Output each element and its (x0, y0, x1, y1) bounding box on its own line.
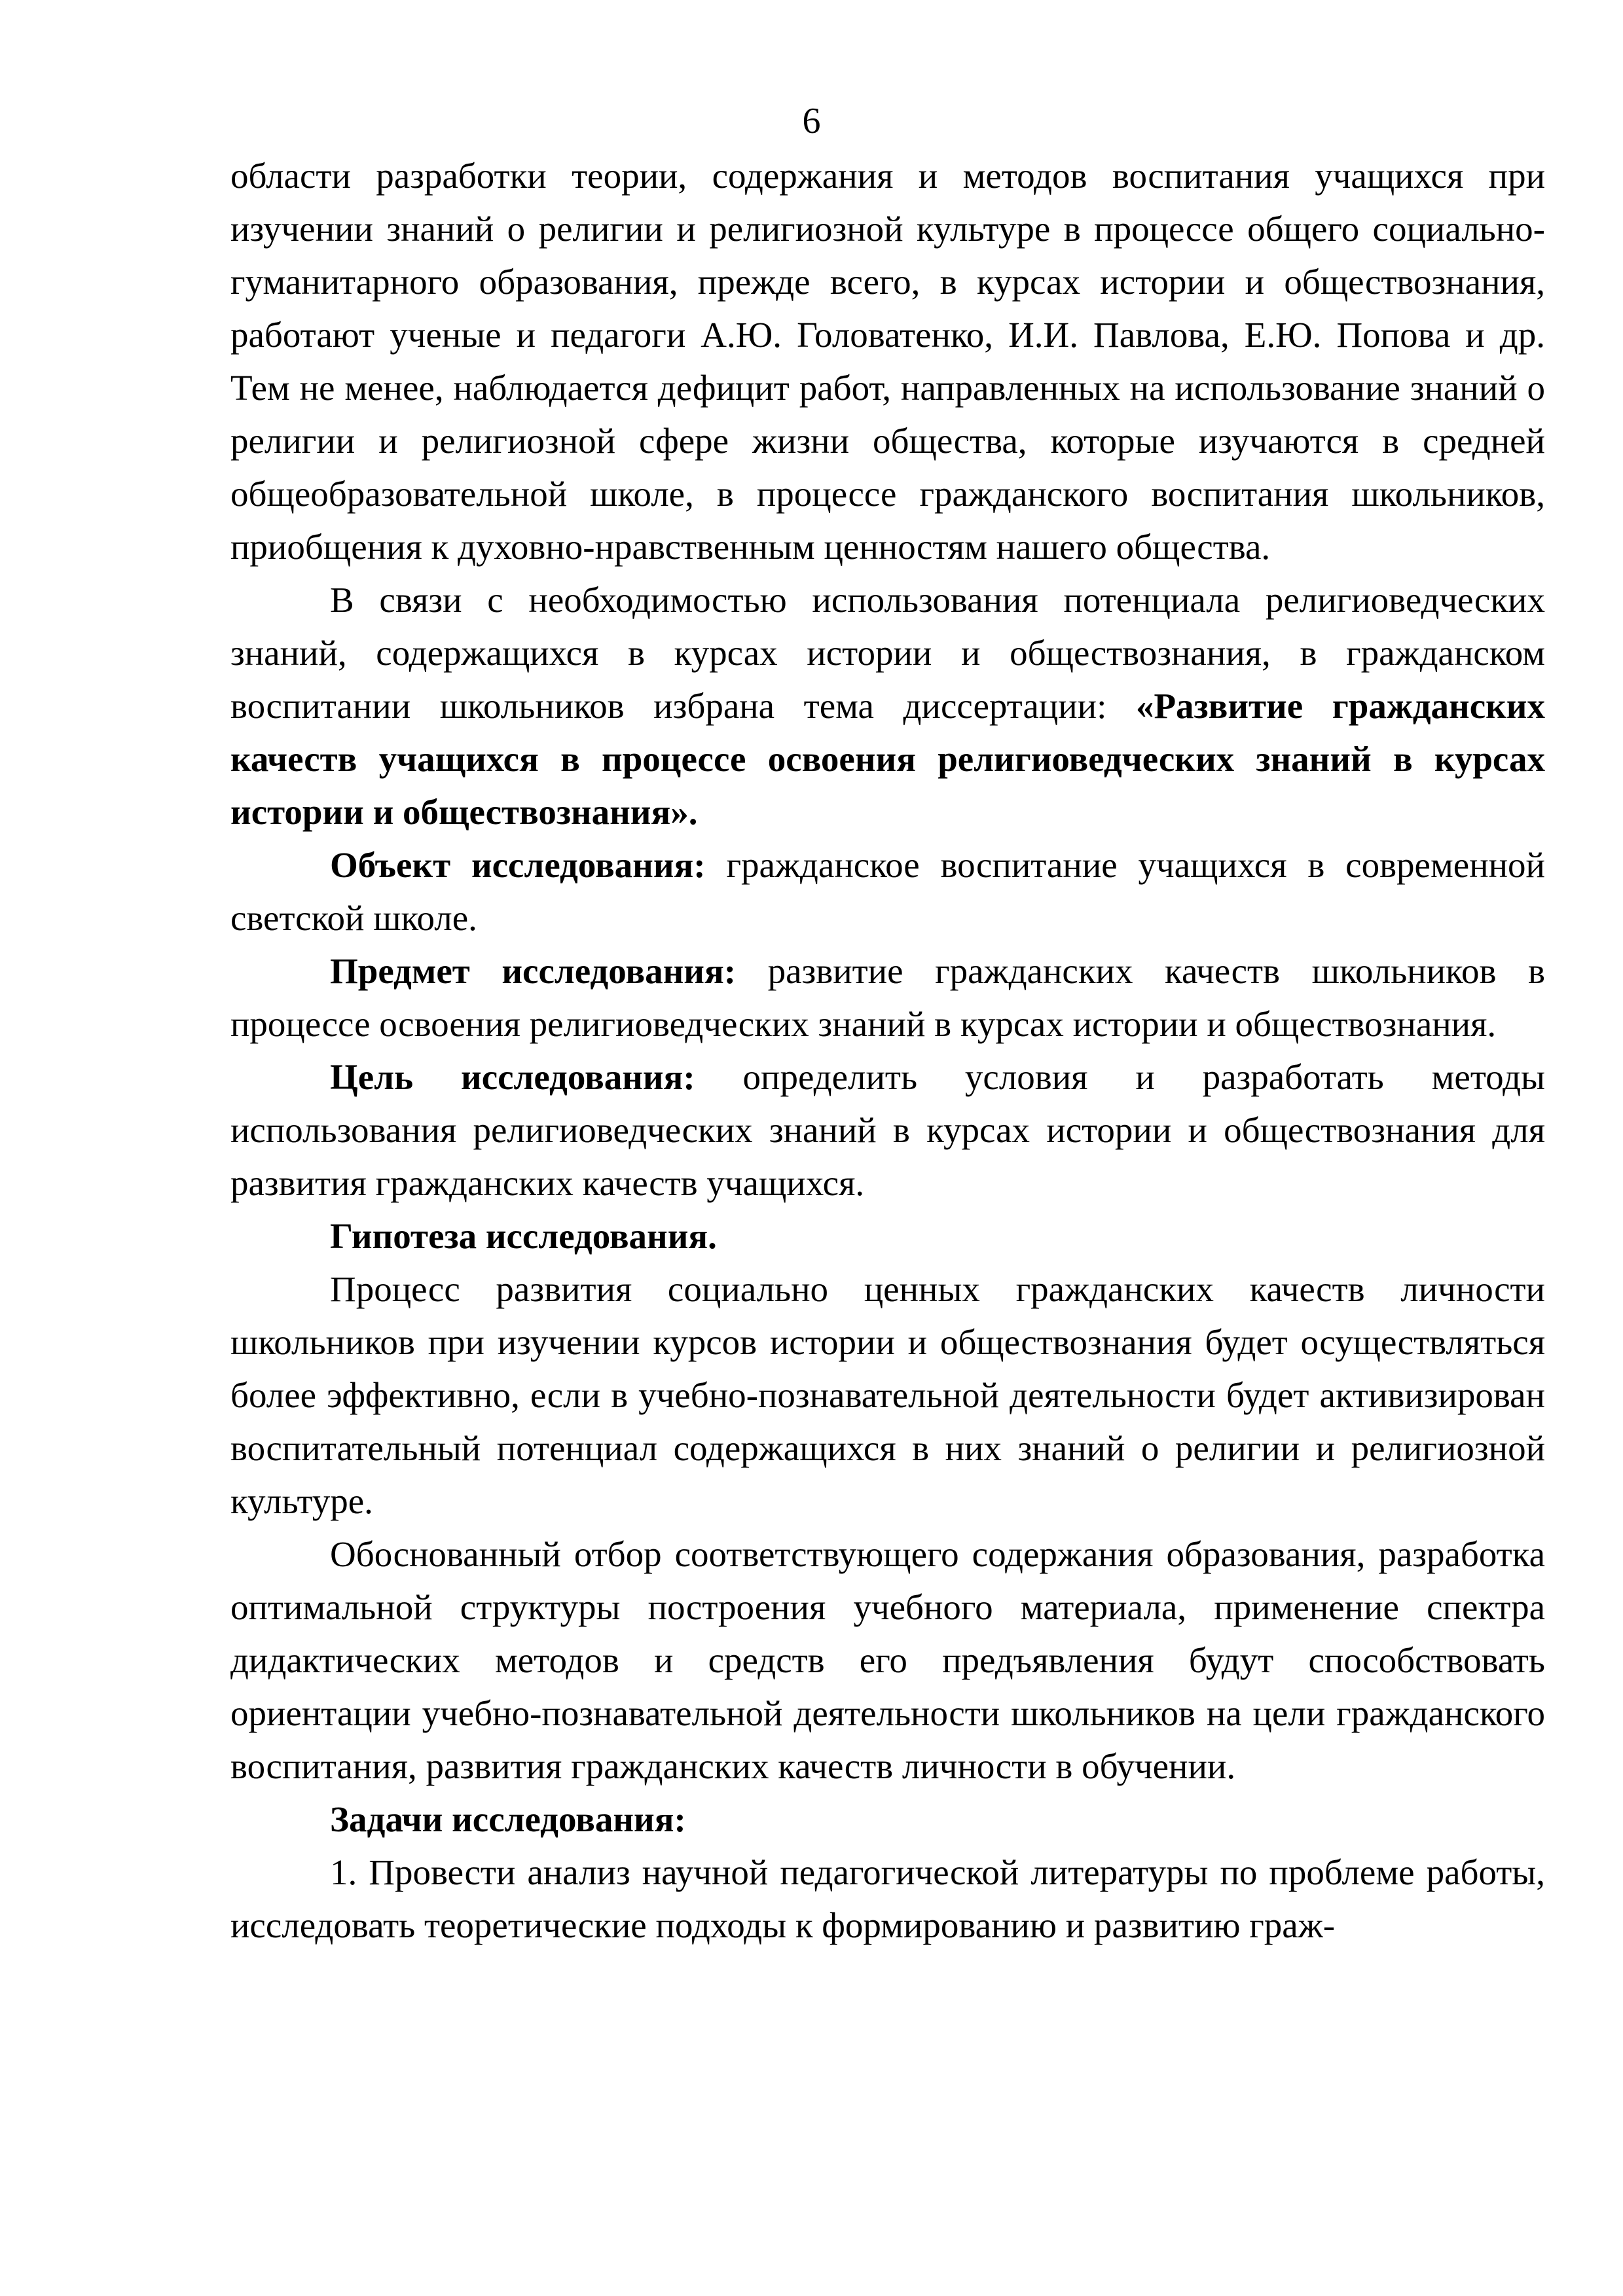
tasks-heading: Задачи исследования: (330, 1799, 686, 1839)
object-text: гражданское воспитание учащихся в современной светской школе. (230, 845, 1545, 938)
topic-intro-text: В связи с необходимостью использования потенциала религиоведческих знаний, содержащихся в курсах истории и обществознания, в гражданском воспитании школьников избрана тема диссертации: (230, 580, 1545, 726)
paragraph-hypothesis-heading (230, 1210, 1545, 1263)
object-heading: Объект исследования: (330, 845, 706, 885)
dissertation-title: «Развитие гражданских качеств учащихся в процессе освоения религиоведческих знаний в курсах истории и обществознания». (230, 686, 1545, 832)
paragraph-topic (230, 573, 1545, 838)
goal-text: определить условия и разработать методы использования религиоведческих знаний в курсах истории и обществознания для развития гражданских качеств учащихся. (230, 1057, 1546, 1203)
hypothesis-heading: Гипотеза исследования. (330, 1216, 717, 1256)
paragraph-tasks-heading (230, 1793, 1545, 1846)
paragraph-hypothesis-1: Процесс развития социально ценных гражданских качеств личности школьников при изучении курсов истории и обществознания будет осуществляться более эффективно, если в учебно-познавательной деятельности будет активизирован воспитательный потенциал содержащихся в них знаний о религии и религиозной культуре. (230, 1269, 1545, 1521)
paragraph-authors: области разработки теории, содержания и методов воспитания учащихся при изучении знаний о религии и религиозной культуре в процессе общего социально-гуманитарного образования, прежде всего, в курсах истории и обществознания, работают ученые и педагоги А.Ю. Головатенко, И.И. Павлова, Е.Ю. Попова и др. Тем не менее, наблюдается дефицит работ, направленных на использование знаний о религии и религиозной сфере жизни общества, которые изучаются в средней общеобразовательной школе, в процессе гражданского воспитания школьников, приобщения к духовно-нравственным ценностям нашего общества. (230, 156, 1545, 567)
paragraph-goal (230, 1050, 1545, 1210)
paragraph-subject (230, 944, 1545, 1050)
subject-text: развитие гражданских качеств школьников в процессе освоения религиоведческих знаний в курсах истории и обществознания. (230, 951, 1545, 1044)
paragraph-object (230, 838, 1545, 944)
page-number: 6 (802, 101, 821, 141)
paragraph-task-1: 1. Провести анализ научной педагогической литературы по проблеме работы, исследовать теоретические подходы к формированию и развитию граж- (230, 1852, 1545, 1945)
paragraph-hypothesis-2: Обоснованный отбор соответствующего содержания образования, разработка оптимальной структуры построения учебного материала, применение спектра дидактических методов и средств его предъявления будут способствовать ориентации учебно-познавательной деятельности школьников на цели гражданского воспитания, развития гражданских качеств личности в обучении. (230, 1534, 1545, 1786)
subject-heading: Предмет исследования: (330, 951, 737, 991)
goal-heading: Цель исследования: (330, 1057, 695, 1097)
body-text (230, 149, 1545, 1952)
